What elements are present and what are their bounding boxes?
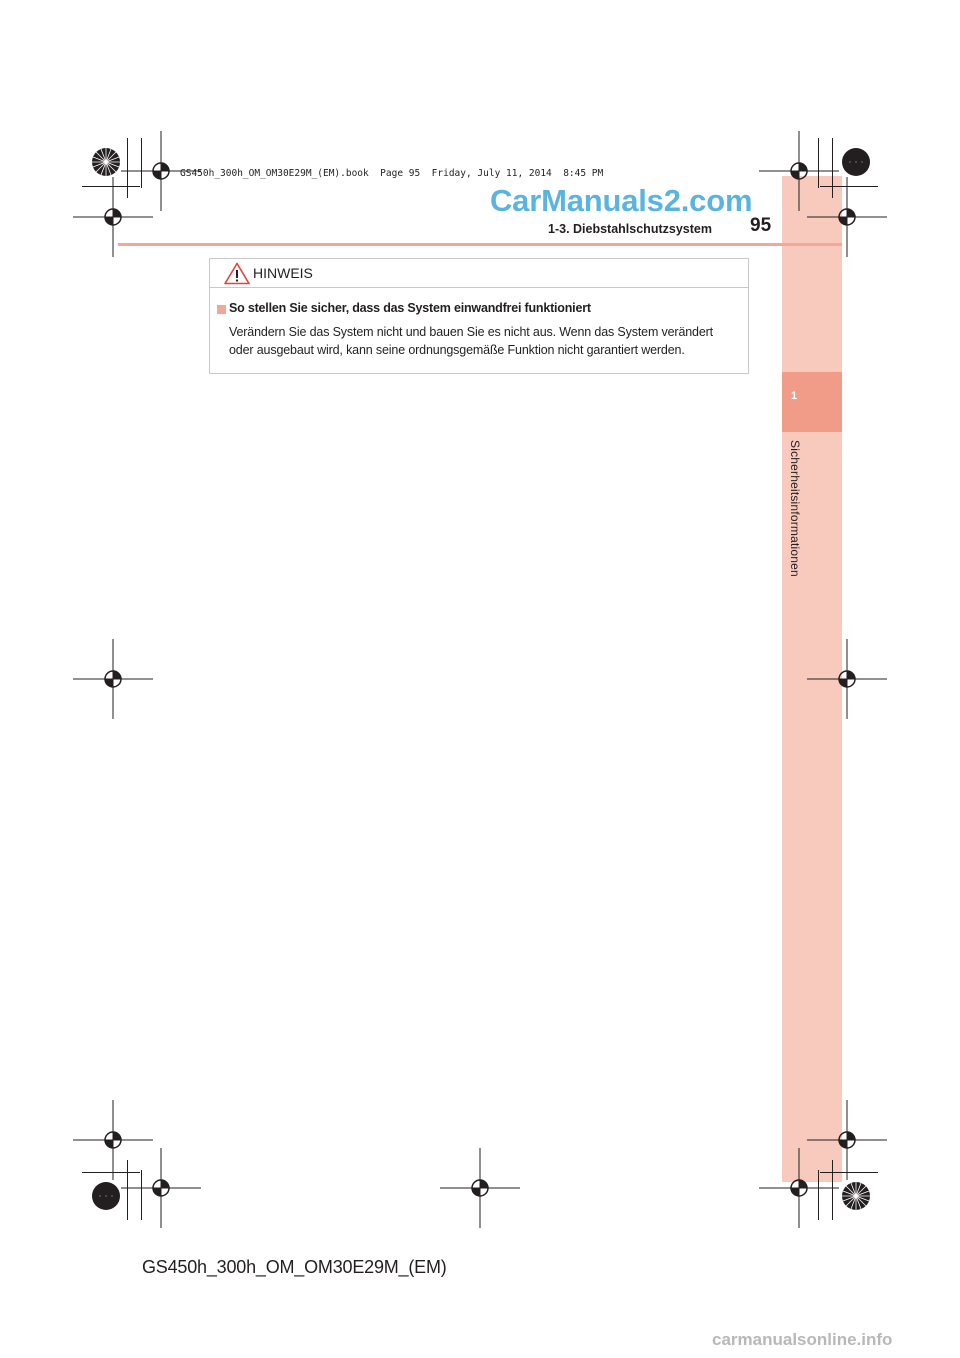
notice-body — [229, 323, 743, 359]
registration-starburst-icon — [91, 147, 121, 177]
chapter-tab — [782, 372, 842, 432]
page-number: 95 — [750, 215, 772, 236]
notice-title: HINWEIS — [253, 265, 313, 281]
chapter-label: Sicherheitsinformationen — [788, 440, 802, 577]
notice-box — [209, 258, 749, 374]
registration-crosshair-icon — [440, 1148, 520, 1228]
header-rule — [118, 243, 842, 246]
notice-line: Verändern Sie das System nicht und bauen Sie es nicht aus. Wenn das System verändert — [229, 325, 713, 339]
warning-triangle-icon — [224, 262, 250, 285]
notice-subheading: So stellen Sie sicher, dass das System einwandfrei funktioniert — [229, 301, 591, 315]
registration-dot-icon — [91, 1181, 121, 1211]
footer-code: GS450h_300h_OM_OM30E29M_(EM) — [142, 1257, 447, 1277]
registration-crosshair-icon — [807, 639, 887, 719]
registration-dot-icon — [841, 147, 871, 177]
watermark: CarManuals2.com — [490, 183, 753, 218]
registration-starburst-icon — [841, 1181, 871, 1211]
registration-crosshair-icon — [73, 639, 153, 719]
book-info-line: GS450h_300h_OM_OM30E29M_(EM).book Page 95 Friday, July 11, 2014 8:45 PM — [180, 168, 604, 179]
section-title: 1-3. Diebstahlschutzsystem — [548, 222, 712, 236]
registration-crosshair-icon — [759, 1148, 839, 1228]
registration-crosshair-icon — [121, 1148, 201, 1228]
bullet-square-icon — [217, 305, 226, 314]
notice-header — [210, 259, 748, 288]
notice-line: oder ausgebaut wird, kann seine ordnungsgemäße Funktion nicht garantiert werden. — [229, 343, 685, 357]
site-credit: carmanualsonline.info — [712, 1330, 893, 1349]
chapter-number: 1 — [790, 390, 798, 402]
